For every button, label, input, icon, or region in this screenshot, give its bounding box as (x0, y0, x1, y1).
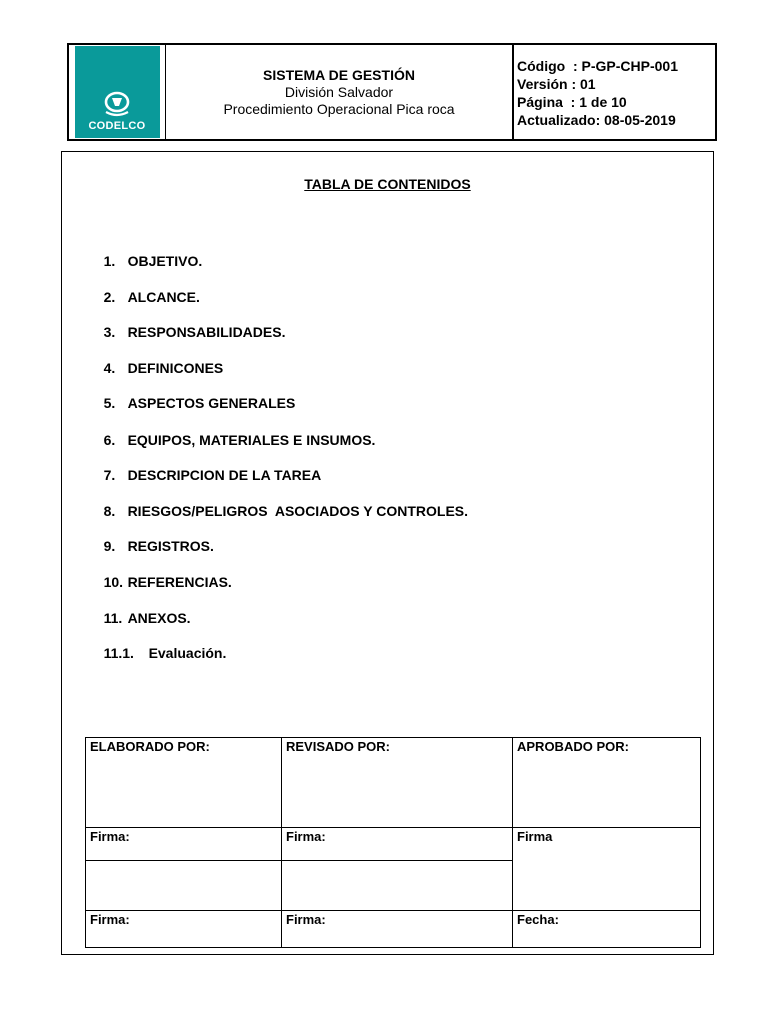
toc-subitem (88, 629, 226, 677)
toc-item-label: RESPONSABILIDADES. (127, 324, 286, 340)
toc-item-label: REFERENCIAS. (127, 574, 232, 590)
revisado-signature-space (282, 861, 513, 911)
table-row (86, 911, 701, 948)
toc-item-number: 5. (103, 395, 116, 411)
aprobado-fecha-cell: Fecha: (513, 911, 701, 948)
toc-item-number: 11. (103, 610, 123, 626)
document-code: Código : P-GP-CHP-001 (517, 58, 679, 74)
system-title: SISTEMA DE GESTIÓN (263, 66, 415, 83)
aprobado-por-cell: APROBADO POR: (513, 738, 701, 828)
table-row (86, 738, 701, 828)
codelco-logo (75, 46, 160, 138)
document-updated: Actualizado: 08-05-2019 (517, 112, 676, 128)
header-title-block (166, 45, 514, 139)
elaborado-firma-2-cell: Firma: (86, 911, 282, 948)
toc-item-label: ASPECTOS GENERALES (127, 395, 296, 411)
toc-item-label: DEFINICONES (127, 360, 224, 376)
table-row (86, 828, 701, 861)
toc-item-number: 4. (103, 360, 116, 376)
toc-item-number: 3. (103, 324, 116, 340)
toc-title-text: TABLA DE CONTENIDOS (304, 176, 471, 192)
toc-item-number: 8. (103, 503, 116, 519)
logo-text: CODELCO (88, 120, 146, 132)
codelco-emblem-icon (99, 91, 135, 119)
toc-item-number: 11.1. (103, 645, 134, 661)
elaborado-por-cell: ELABORADO POR: (86, 738, 282, 828)
signature-table (85, 737, 701, 948)
toc-item-label: Evaluación. (148, 645, 227, 661)
toc-item-label: ALCANCE. (127, 289, 200, 305)
logo-cell (69, 45, 166, 139)
toc-item-number: 2. (103, 289, 116, 305)
document-info-block (514, 45, 715, 139)
toc-item-label: ANEXOS. (127, 610, 191, 626)
procedure-name: Procedimiento Operacional Pica roca (223, 100, 455, 117)
toc-item-label: REGISTROS. (127, 538, 214, 554)
toc-item-label: OBJETIVO. (127, 253, 203, 269)
document-header (67, 43, 717, 141)
revisado-por-cell: REVISADO POR: (282, 738, 513, 828)
revisado-firma-cell: Firma: (282, 828, 513, 861)
toc-item-label: DESCRIPCION DE LA TAREA (127, 467, 322, 483)
toc-item-number: 1. (103, 253, 116, 269)
toc-item-number: 9. (103, 538, 116, 554)
division-name: División Salvador (284, 83, 394, 100)
toc-item-label: RIESGOS/PELIGROS ASOCIADOS Y CONTROLES. (127, 503, 469, 519)
elaborado-firma-cell: Firma: (86, 828, 282, 861)
toc-title (62, 176, 713, 192)
toc-item-number: 7. (103, 467, 116, 483)
content-frame (61, 151, 714, 955)
document-version: Versión : 01 (517, 76, 596, 92)
document-page: Página : 1 de 10 (517, 94, 627, 110)
toc-item-label: EQUIPOS, MATERIALES E INSUMOS. (127, 432, 376, 448)
elaborado-signature-space (86, 861, 282, 911)
revisado-firma-2-cell: Firma: (282, 911, 513, 948)
aprobado-firma-cell: Firma (513, 828, 701, 911)
toc-item-number: 6. (103, 432, 116, 448)
toc-item-number: 10. (103, 574, 124, 590)
